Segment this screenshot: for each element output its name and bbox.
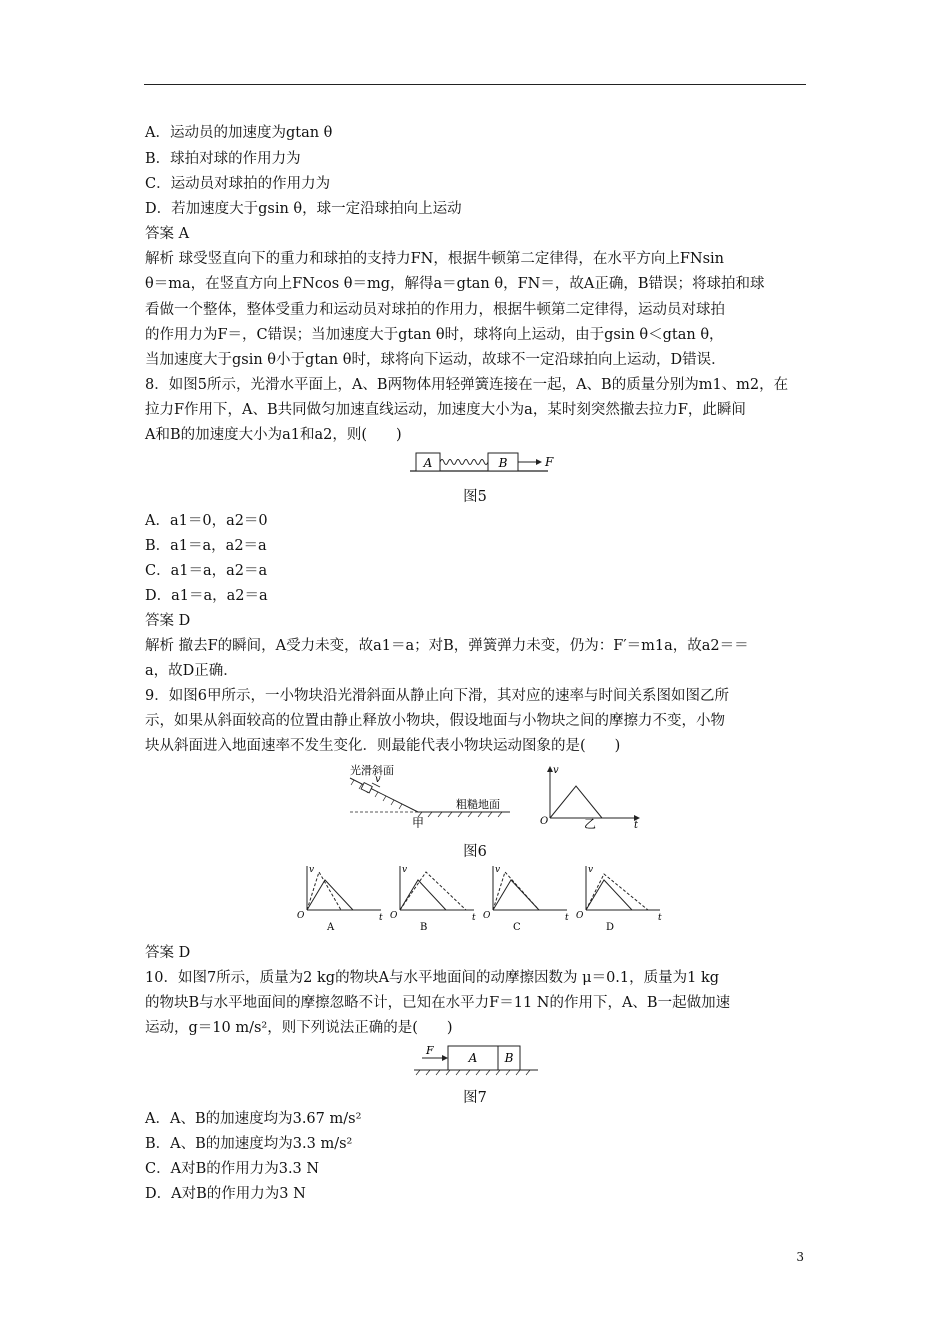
block-b-label: B (504, 1051, 514, 1065)
option-8b: B．a1＝a，a2＝a (145, 538, 267, 554)
header-rule (144, 84, 806, 85)
option-label: C (513, 922, 521, 933)
option-label: B (420, 922, 428, 933)
t-axis-label: t (658, 913, 662, 923)
option-7a: A．运动员的加速度为gtan θ (145, 125, 333, 141)
option-10a: A．A、B的加速度均为3.67 m/s² (145, 1111, 362, 1127)
option-graph-b (388, 862, 488, 934)
t-axis-label: t (565, 913, 569, 923)
origin-label: O (483, 911, 491, 921)
question-9-line2: 示，如果从斜面较高的位置由静止释放小物块，假设地面与小物块之间的摩擦力不变，小物 (145, 713, 725, 729)
analysis-8-line2: a，故D正确． (145, 663, 238, 679)
page-number: 3 (796, 1250, 804, 1264)
option-8a: A．a1＝0，a2＝0 (145, 513, 268, 529)
question-10-line2: 的物块B与水平地面间的摩擦忽略不计，已知在水平力F＝11 N的作用下，A、B一起做加速 (145, 995, 731, 1011)
v-axis-label: v (402, 865, 408, 875)
yi-label: 乙 (584, 817, 597, 830)
force-label: F (426, 1044, 434, 1057)
analysis-7-line1: 解析 球受竖直向下的重力和球拍的支持力FN，根据牛顿第二定律得，在水平方向上FNsin (145, 251, 725, 267)
option-label: D (606, 922, 615, 933)
question-9-line1: 9．如图6甲所示，一小物块沿光滑斜面从静止向下滑，其对应的速率与时间关系图如图乙所 (145, 688, 729, 704)
t-axis-label: t (379, 913, 383, 923)
ground-label: 粗糙地面 (456, 798, 500, 811)
origin-label: O (390, 911, 398, 921)
dashed-curve (493, 872, 539, 910)
option-10d: D．A对B的作用力为3 N (145, 1186, 306, 1202)
figure-5-caption: 图5 (463, 489, 487, 505)
origin-label: O (297, 911, 305, 921)
ground-hatch (418, 812, 502, 817)
jia-label: 甲 (412, 816, 425, 828)
question-8-line3: A和B的加速度大小为a1和a2，则( ) (145, 427, 402, 443)
analysis-7-line3: 看做一个整体，整体受重力和运动员对球拍的作用力，根据牛顿第二定律得，运动员对球拍 (145, 302, 725, 318)
block-a-label: A (423, 456, 433, 470)
arrow-head-icon (442, 1055, 448, 1061)
spring (440, 460, 488, 465)
question-9-line3: 块从斜面进入地面速率不发生变化．则最能代表小物块运动图象的是( ) (145, 738, 621, 754)
analysis-7-line4: 的作用力为F＝，C错误；当加速度大于gtan θ时，球将向上运动，由于gsin θ＜gtan θ， (145, 327, 724, 343)
arrow-head-icon (536, 459, 542, 465)
question-10-line1: 10．如图7所示，质量为2 kg的物块A与水平地面间的动摩擦因数为 μ＝0.1，质量为1 kg (145, 970, 720, 986)
force-label: F (545, 455, 554, 469)
solid-curve (586, 880, 632, 910)
figure-7-caption: 图7 (463, 1090, 487, 1106)
incline-surface (350, 778, 418, 812)
answer-9: 答案 D (145, 945, 191, 961)
option-graph-a (295, 862, 395, 934)
t-axis-label: t (472, 913, 476, 923)
option-10c: C．A对B的作用力为3.3 N (145, 1161, 320, 1177)
question-8-line2: 拉力F作用下，A、B共同做匀加速直线运动，加速度大小为a，某时刻突然撤去拉力F，此瞬间 (145, 402, 746, 418)
figure-5 (408, 448, 558, 474)
vt-curve (550, 786, 602, 818)
option-graph-d (574, 862, 674, 934)
slope-label: 光滑斜面 (350, 764, 394, 777)
figure-6-vt-graph (536, 764, 646, 830)
origin-label: O (576, 911, 584, 921)
option-7d: D．若加速度大于gsin θ，球一定沿球拍向上运动 (145, 201, 462, 217)
solid-curve (400, 880, 446, 910)
analysis-7-line2: θ＝ma，在竖直方向上FNcos θ＝mg，解得a＝gtan θ，FN＝，故A正确，B错误；将球拍和球 (145, 276, 765, 292)
option-graph-c (481, 862, 581, 934)
analysis-8-line1: 解析 撤去F的瞬间，A受力未变，故a1＝a；对B，弹簧弹力未变，仍为：F′＝m1a，故a2＝＝ (145, 638, 749, 654)
dashed-curve (400, 872, 466, 910)
figure-7 (412, 1040, 542, 1080)
figure-6-incline (348, 760, 514, 828)
dashed-curve (586, 874, 648, 910)
answer-8: 答案 D (145, 613, 191, 629)
question-10-line3: 运动，g＝10 m/s²，则下列说法正确的是( ) (145, 1020, 453, 1036)
v-axis-label: v (309, 865, 315, 875)
option-10b: B．A、B的加速度均为3.3 m/s² (145, 1136, 353, 1152)
velocity-label: v (375, 774, 381, 785)
block-b-label: B (498, 456, 508, 470)
block-a-label: A (468, 1051, 478, 1065)
ground-hatch (416, 1070, 530, 1075)
v-axis-label: v (495, 865, 501, 875)
option-label: A (327, 922, 335, 933)
t-axis-label: t (634, 820, 639, 830)
origin-label: O (540, 816, 549, 827)
analysis-7-line5: 当加速度大于gsin θ小于gtan θ时，球将向下运动，故球不一定沿球拍向上运动，D错误． (145, 352, 726, 368)
option-7c: C．运动员对球拍的作用力为 (145, 176, 331, 192)
option-8c: C．a1＝a，a2＝a (145, 563, 268, 579)
question-8-line1: 8．如图5所示，光滑水平面上，A、B两物体用轻弹簧连接在一起，A、B的质量分别为m1、m2，在 (145, 377, 789, 393)
solid-curve (307, 880, 353, 910)
v-axis-label: v (588, 865, 594, 875)
option-7b: B．球拍对球的作用力为 (145, 151, 301, 167)
figure-6-caption: 图6 (463, 844, 487, 860)
option-8d: D．a1＝a，a2＝a (145, 588, 268, 604)
v-axis-label: v (553, 765, 559, 776)
answer-7: 答案 A (145, 226, 190, 242)
